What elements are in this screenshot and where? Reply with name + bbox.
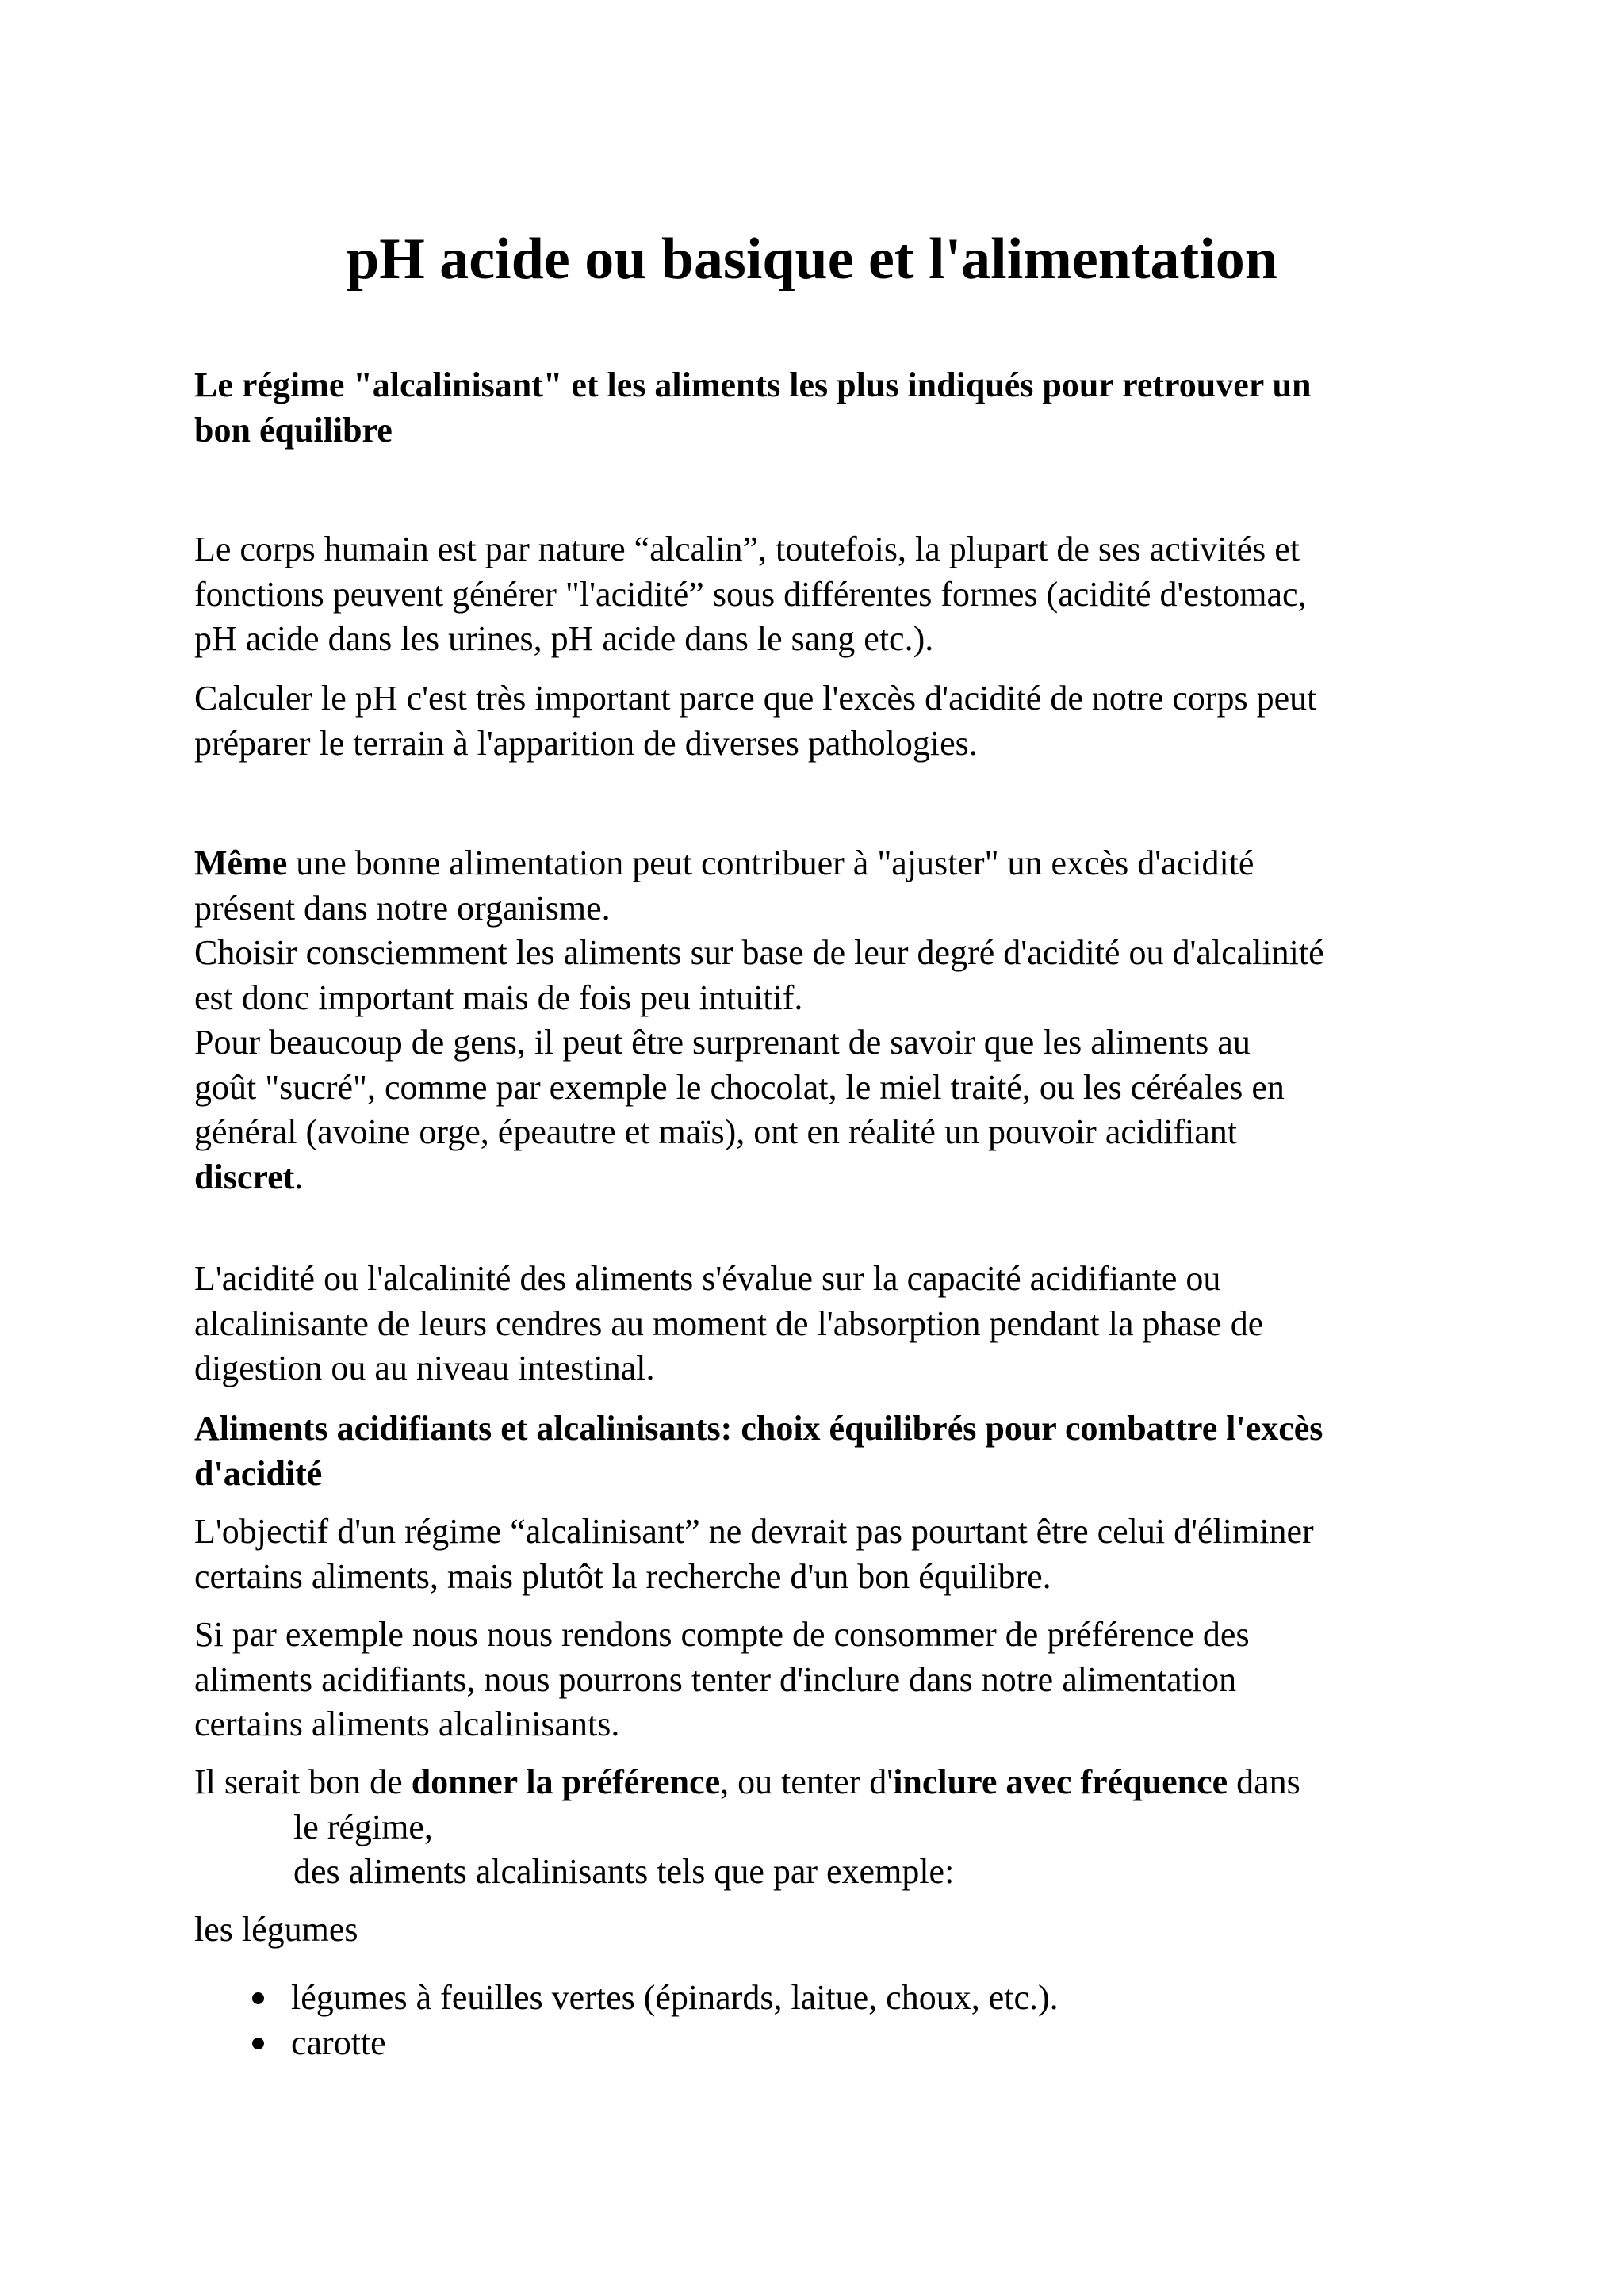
text-line: alcalinisante de leurs cendres au moment de l'absorption pendant la phase de: [194, 1303, 1264, 1343]
text-line: L'objectif d'un régime “alcalinisant” ne devrait pas pourtant être celui d'éliminer: [194, 1512, 1314, 1551]
text-line: Choisir consciemment les aliments sur base de leur degré d'acidité ou d'alcalinité: [194, 933, 1324, 972]
text-line: pH acide dans les urines, pH acide dans le sang etc.).: [194, 619, 934, 658]
text-line: le régime,: [293, 1807, 433, 1846]
heading-line: d'acidité: [194, 1453, 323, 1493]
subtitle: [194, 363, 1479, 453]
bold-phrase: inclure avec fréquence: [893, 1762, 1228, 1801]
text-span: une bonne alimentation peut contribuer à "ajuster" un excès d'acidité: [287, 844, 1254, 882]
text-span: dans: [1228, 1762, 1300, 1801]
list-item: [194, 1976, 1059, 2021]
text-line: Pour beaucoup de gens, il peut être surprenant de savoir que les aliments au: [194, 1023, 1251, 1062]
text-line: des aliments alcalinisants tels que par exemple:: [293, 1852, 955, 1891]
paragraph-alimentation: [194, 841, 1479, 1200]
text-line: fonctions peuvent générer "l'acidité” sous différentes formes (acidité d'estomac,: [194, 574, 1307, 614]
list-heading: les légumes: [194, 1910, 358, 1949]
text-line: Calculer le pH c'est très important parce que l'excès d'acidité de notre corps peut: [194, 679, 1317, 718]
text-line: goût "sucré", comme par exemple le chocolat, le miel traité, ou les céréales en: [194, 1067, 1285, 1107]
text-line: Si par exemple nous nous rendons compte de consommer de préférence des: [194, 1615, 1250, 1654]
text-line: L'acidité ou l'alcalinité des aliments s'évalue sur la capacité acidifiante ou: [194, 1259, 1221, 1298]
list-item-text: légumes à feuilles vertes (épinards, laitue, choux, etc.).: [291, 1978, 1059, 2017]
paragraph-evaluation: [194, 1257, 1479, 1391]
text-line: [194, 841, 1479, 886]
text-span: .: [294, 1157, 304, 1196]
section-heading: [194, 1406, 1479, 1496]
bold-word: discret: [194, 1157, 295, 1196]
text-line: général (avoine orge, épeautre et maïs), ont en réalité un pouvoir acidifiant: [194, 1112, 1237, 1151]
paragraph-intro: [194, 527, 1479, 662]
list-item-text: carotte: [291, 2022, 386, 2062]
text-line: est donc important mais de fois peu intuitif.: [194, 978, 803, 1017]
text-span: Il serait bon de: [194, 1762, 412, 1801]
bold-phrase: donner la préférence: [411, 1762, 721, 1801]
list-item: [194, 2021, 1059, 2066]
bullet-icon: [252, 2038, 264, 2049]
heading-line: Aliments acidifiants et alcalinisants: choix équilibrés pour combattre l'excès: [194, 1409, 1323, 1448]
text-line: présent dans notre organisme.: [194, 888, 611, 928]
text-line: certains aliments alcalinisants.: [194, 1705, 620, 1743]
page-title: pH acide ou basique et l'alimentation: [347, 227, 1277, 292]
text-line: [194, 1760, 1479, 1805]
paragraph-exemple: [194, 1613, 1479, 1747]
subtitle-line: bon équilibre: [194, 410, 393, 450]
text-span: , ou tenter d': [720, 1762, 894, 1801]
bold-word: Même: [194, 844, 288, 882]
text-line: digestion ou au niveau intestinal.: [194, 1349, 655, 1387]
text-line: [194, 1155, 1479, 1200]
paragraph-preference: [194, 1760, 1479, 1895]
paragraph-objectif: [194, 1510, 1479, 1599]
text-line: Le corps humain est par nature “alcalin”, toutefois, la plupart de ses activités et: [194, 530, 1300, 568]
text-line: préparer le terrain à l'apparition de diverses pathologies.: [194, 723, 978, 763]
text-line: aliments acidifiants, nous pourrons tenter d'inclure dans notre alimentation: [194, 1659, 1237, 1699]
bullet-icon: [252, 1992, 264, 2004]
bullet-list: [194, 1976, 1059, 2065]
paragraph-ph: [194, 676, 1479, 766]
text-line: certains aliments, mais plutôt la recherche d'un bon équilibre.: [194, 1556, 1051, 1596]
subtitle-line: Le régime "alcalinisant" et les aliments les plus indiqués pour retrouver un: [194, 365, 1312, 404]
